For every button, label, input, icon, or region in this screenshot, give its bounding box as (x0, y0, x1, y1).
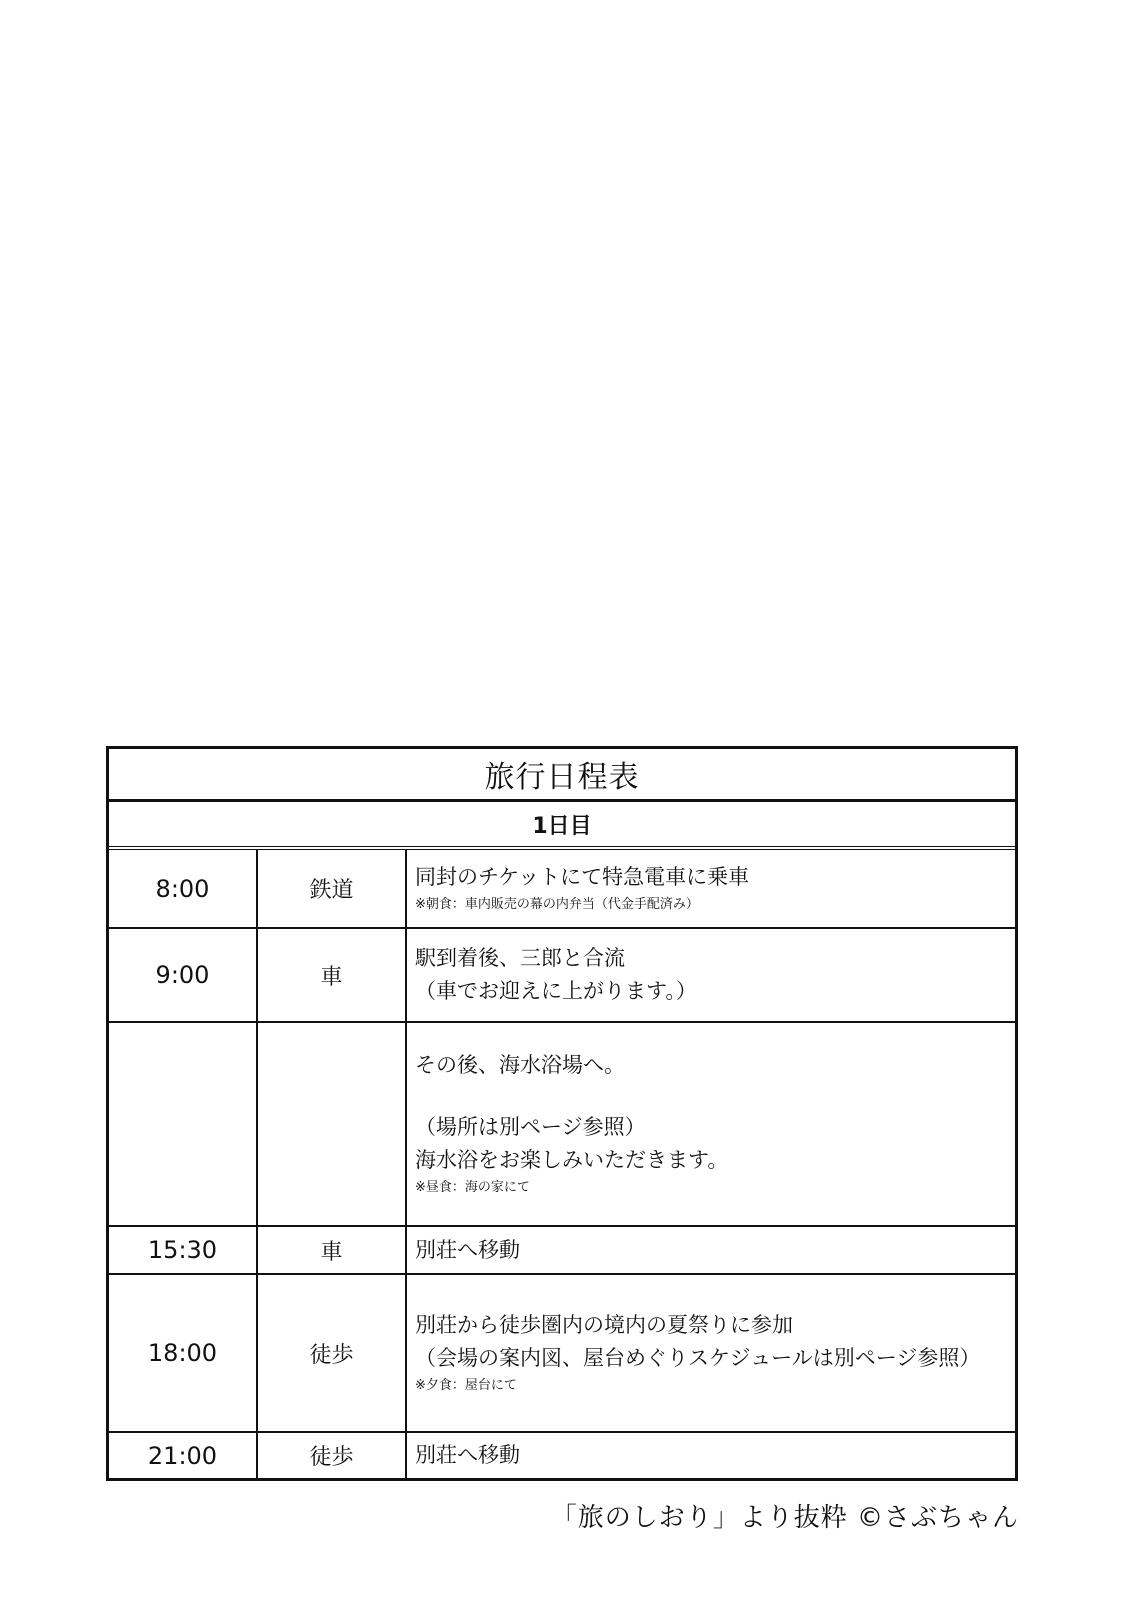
transport-cell: 徒歩 (257, 1432, 406, 1478)
time-cell: 9:00 (109, 928, 257, 1022)
table-row (109, 1226, 1015, 1274)
schedule-table (109, 850, 1015, 1478)
table-row (109, 1274, 1015, 1432)
meal-note: ※昼食：海の家にて (415, 1180, 530, 1196)
day-label: 1日目 (109, 802, 1015, 850)
detail-line: 別荘へ移動 (415, 1237, 520, 1262)
detail-line: 別荘から徒歩圏内の境内の夏祭りに参加 (415, 1313, 793, 1338)
detail-cell (406, 850, 1015, 928)
detail-line: その後、海水浴場へ。 (415, 1052, 625, 1077)
transport-cell: 車 (257, 928, 406, 1022)
detail-line: 別荘へ移動 (415, 1443, 520, 1468)
transport-cell: 鉄道 (257, 850, 406, 928)
blank-line (415, 1081, 1007, 1111)
transport-cell: 車 (257, 1226, 406, 1274)
time-cell: 8:00 (109, 850, 257, 928)
detail-cell (406, 1274, 1015, 1432)
detail-line: 海水浴をお楽しみいただきます。 (415, 1147, 729, 1172)
itinerary-sheet (106, 746, 1018, 1481)
detail-cell (406, 1226, 1015, 1274)
time-cell: 15:30 (109, 1226, 257, 1274)
meal-note: ※夕食：屋台にて (415, 1378, 517, 1394)
table-row (109, 1022, 1015, 1226)
meal-note: ※朝食：車内販売の幕の内弁当（代金手配済み） (415, 897, 699, 913)
table-row (109, 1432, 1015, 1478)
detail-line: 駅到着後、三郎と合流 (415, 946, 625, 971)
detail-cell (406, 1432, 1015, 1478)
detail-line: 同封のチケットにて特急電車に乗車 (415, 864, 750, 889)
time-cell (109, 1022, 257, 1226)
detail-line: （場所は別ページ参照） (415, 1115, 646, 1140)
detail-line: （会場の案内図、屋台めぐりスケジュールは別ページ参照） (415, 1345, 981, 1370)
table-row (109, 928, 1015, 1022)
itinerary-title: 旅行日程表 (109, 749, 1015, 802)
transport-cell (257, 1022, 406, 1226)
time-cell: 18:00 (109, 1274, 257, 1432)
detail-cell (406, 1022, 1015, 1226)
detail-line: （車でお迎えに上がります。） (415, 979, 697, 1003)
transport-cell: 徒歩 (257, 1274, 406, 1432)
time-cell: 21:00 (109, 1432, 257, 1478)
table-row (109, 850, 1015, 928)
source-credit: 「旅のしおり」より抜粋 ©さぶちゃん (550, 1503, 1019, 1533)
detail-cell (406, 928, 1015, 1022)
